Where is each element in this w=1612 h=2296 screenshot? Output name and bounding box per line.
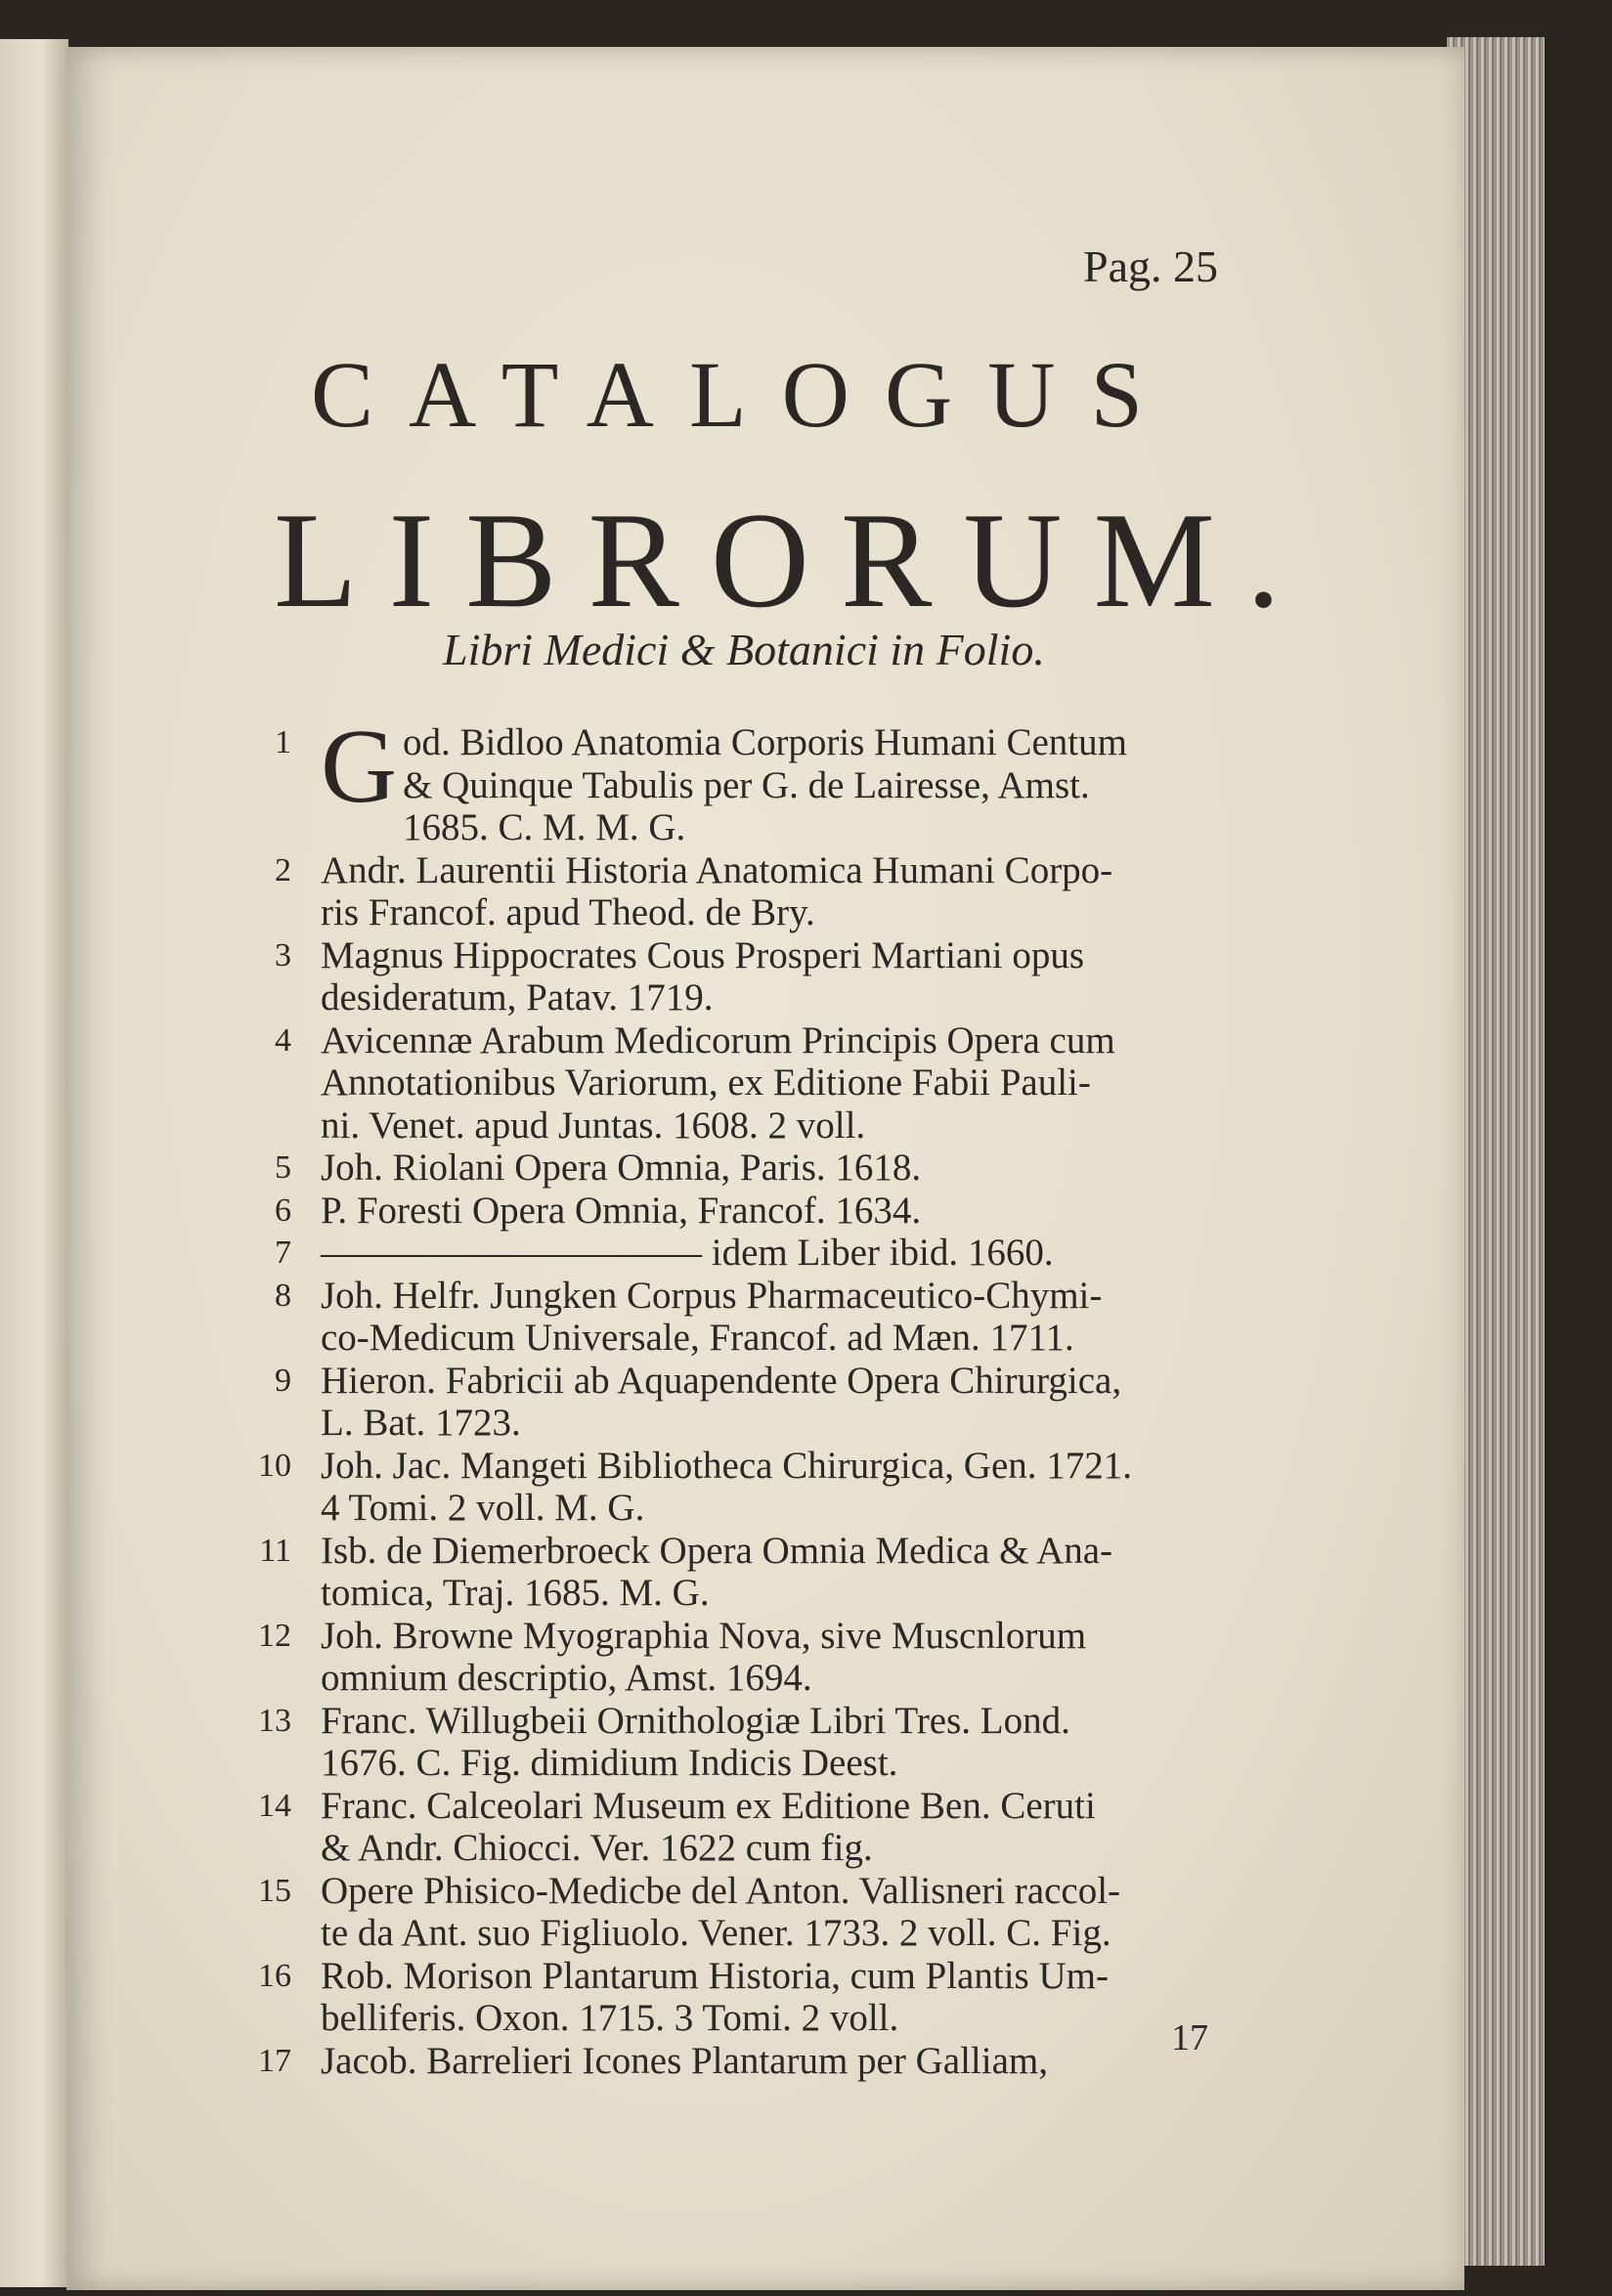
entry-number: 11 <box>259 1532 291 1569</box>
catalogue-entry <box>252 1147 1230 1190</box>
catalogue-entry <box>252 1530 1230 1615</box>
entry-line: Opere Phisico-Medicbe del Anton. Vallisneri raccol- <box>321 1869 1121 1912</box>
entry-number: 8 <box>275 1277 291 1314</box>
page-header: Pag. 25 <box>1083 241 1218 291</box>
catalogue-entry <box>252 1870 1230 1955</box>
entry-line: omnium descriptio, Amst. 1694. <box>321 1657 812 1699</box>
catalogue-entry <box>252 849 1230 934</box>
entry-line: P. Foresti Opera Omnia, Francof. 1634. <box>321 1189 922 1232</box>
entry-number: 9 <box>275 1362 291 1399</box>
entry-line: L. Bat. 1723. <box>321 1402 521 1444</box>
entry-line: ris Francof. apud Theod. de Bry. <box>321 891 815 933</box>
entry-line: desideratum, Patav. 1719. <box>321 976 714 1018</box>
entry-line: Jacob. Barrelieri Icones Plantarum per Galliam, <box>321 2039 1048 2082</box>
entry-line: Franc. Willugbeii Ornithologiæ Libri Tres. Lond. <box>321 1699 1070 1742</box>
entry-line: —————————— idem Liber ibid. 1660. <box>321 1232 1054 1274</box>
entry-line: Rob. Morison Plantarum Historia, cum Plantis Um- <box>321 1954 1109 1997</box>
entry-number: 1 <box>275 724 291 760</box>
entry-number: 3 <box>275 936 291 974</box>
entry-line: 1685. C. M. M. G. <box>403 806 686 848</box>
section-subtitle: Libri Medici & Botanici in Folio. <box>443 625 1045 674</box>
entry-line: Joh. Jac. Mangeti Bibliotheca Chirurgica, Gen. 1721. <box>321 1444 1133 1487</box>
entry-number: 5 <box>275 1149 291 1186</box>
catalogue-entry <box>252 934 1230 1019</box>
title-librorum: LIBRORUM. <box>274 485 1312 636</box>
entry-line: 4 Tomi. 2 voll. M. G. <box>321 1487 645 1529</box>
entry-line: 1676. C. Fig. dimidium Indicis Deest. <box>321 1742 898 1784</box>
title-catalogus: CATALOGUS <box>311 342 1179 447</box>
entry-line: Andr. Laurentii Historia Anatomica Humani Corpo- <box>321 848 1113 891</box>
catalogue-entry <box>252 1360 1230 1445</box>
entry-line: co-Medicum Universale, Francof. ad Mæn. 1711. <box>321 1317 1074 1359</box>
catalogue-entry <box>252 709 1230 849</box>
entry-number: 15 <box>258 1872 291 1909</box>
entry-line: Joh. Browne Myographia Nova, sive Muscnlorum <box>321 1614 1087 1657</box>
entry-line: Isb. de Diemerbroeck Opera Omnia Medica & Ana- <box>321 1529 1113 1572</box>
entry-line: Franc. Calceolari Museum ex Editione Ben. Ceruti <box>321 1784 1096 1827</box>
catalogue-entry <box>252 1232 1230 1275</box>
drop-cap: G <box>321 709 397 825</box>
entry-line: belliferis. Oxon. 1715. 3 Tomi. 2 voll. <box>321 1997 899 2039</box>
entry-number: 12 <box>258 1617 291 1654</box>
entry-number: 14 <box>258 1787 291 1824</box>
entry-line: Joh. Riolani Opera Omnia, Paris. 1618. <box>321 1147 922 1189</box>
book-page <box>66 47 1464 2290</box>
entry-line: tomica, Traj. 1685. M. G. <box>321 1572 710 1614</box>
entry-number: 4 <box>275 1021 291 1059</box>
catalogue-entries <box>252 709 1230 2082</box>
entry-line: Joh. Helfr. Jungken Corpus Pharmaceutico-Chymi- <box>321 1274 1103 1317</box>
entry-line: te da Ant. suo Figliuolo. Vener. 1733. 2 voll. C. Fig. <box>321 1912 1111 1954</box>
entry-number: 13 <box>258 1702 291 1739</box>
entry-line: od. Bidloo Anatomia Corporis Humani Centum <box>403 721 1127 763</box>
entry-line: Annotationibus Variorum, ex Editione Fabii Pauli- <box>321 1061 1091 1104</box>
entry-line: & Andr. Chiocci. Ver. 1622 cum fig. <box>321 1827 873 1869</box>
catalogue-entry <box>252 1275 1230 1360</box>
entry-number: 10 <box>258 1447 291 1484</box>
catalogue-entry <box>252 1019 1230 1148</box>
entry-number: 6 <box>275 1191 291 1229</box>
entry-line: ni. Venet. apud Juntas. 1608. 2 voll. <box>321 1104 866 1147</box>
entry-number: 17 <box>258 2042 291 2079</box>
entry-line: Avicennæ Arabum Medicorum Principis Opera cum <box>321 1018 1115 1061</box>
entry-line: & Quinque Tabulis per G. de Lairesse, Amst. <box>403 763 1090 806</box>
catalogue-entry <box>252 1700 1230 1785</box>
entry-line: Magnus Hippocrates Cous Prosperi Martiani opus <box>321 933 1084 976</box>
catalogue-entry <box>252 1955 1230 2040</box>
entry-number: 7 <box>275 1235 291 1271</box>
entry-number: 2 <box>275 851 291 888</box>
catalogue-entry <box>252 1445 1230 1530</box>
catalogue-entry <box>252 1785 1230 1870</box>
entry-number: 16 <box>258 1957 291 1994</box>
entry-line: Hieron. Fabricii ab Aquapendente Opera Chirurgica, <box>321 1359 1122 1402</box>
catalogue-entry <box>252 1615 1230 1700</box>
catalogue-entry <box>252 2040 1230 2083</box>
catchword: 17 <box>1171 2017 1208 2058</box>
catalogue-entry <box>252 1190 1230 1233</box>
left-page-edge <box>0 39 68 2287</box>
